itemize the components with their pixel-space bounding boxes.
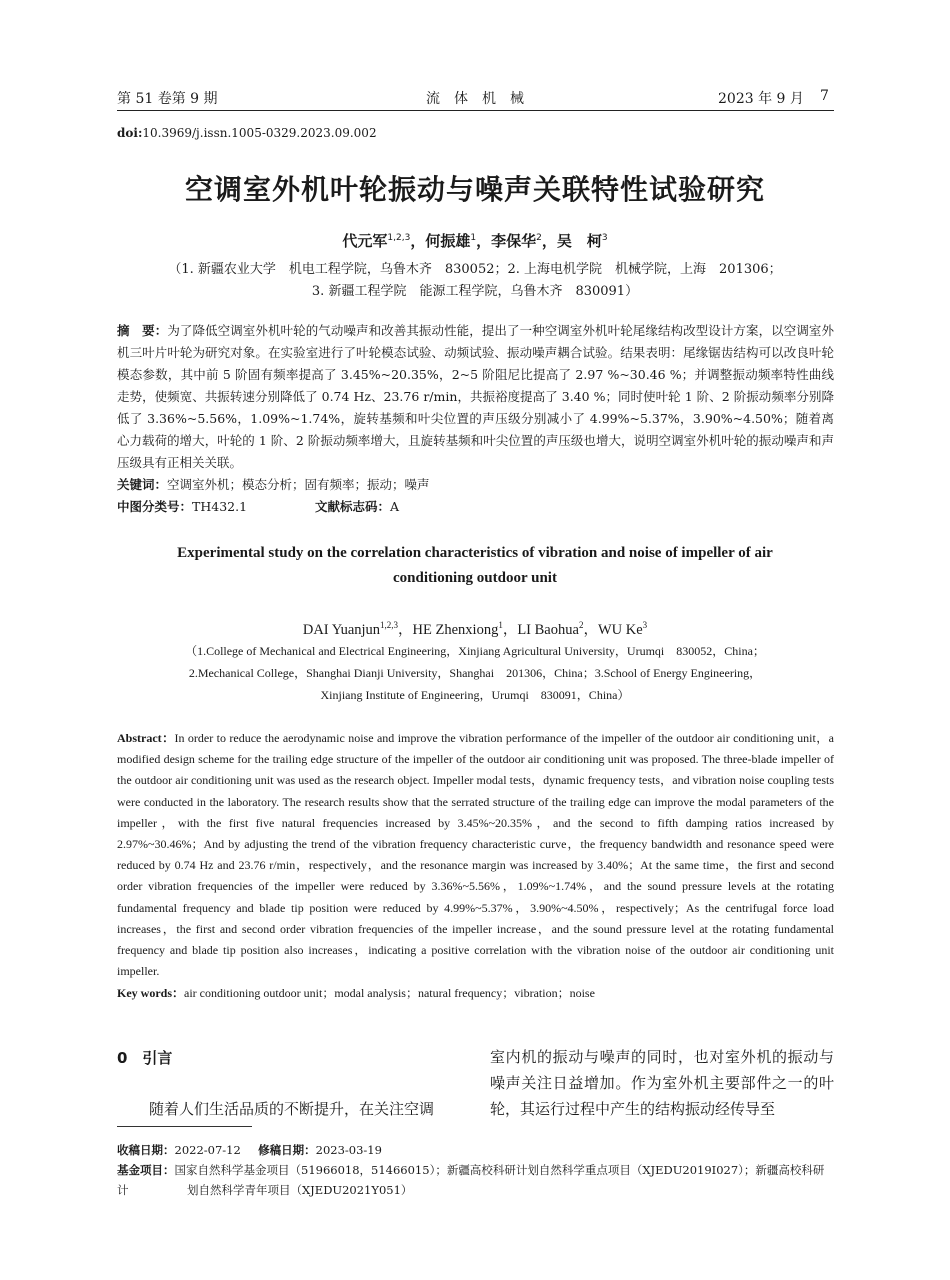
classification-line	[117, 496, 834, 518]
author-affiliation-mark: 1	[470, 233, 477, 243]
clc-value: TH432.1	[192, 499, 248, 514]
running-header-volume: 第 51 卷第 9 期	[117, 91, 218, 107]
author-name: 李保华	[491, 232, 537, 250]
affiliation-en-line: Xinjiang Institute of Engineering，Urumqi 830091，China）	[320, 688, 630, 702]
received-label: 收稿日期：	[117, 1143, 175, 1157]
article-title-en: Experimental study on the correlation characteristics of vibration and noise of impeller of air conditioning outdoor unit	[177, 545, 773, 586]
author-affiliation-mark: 1,2,3	[380, 620, 399, 631]
doi-value[interactable]: 10.3969/j.issn.1005-0329.2023.09.002	[142, 126, 377, 140]
affiliation-en-line: （1.College of Mechanical and Electrical Engineering，Xinjiang Agricultural University，Urumqi 830052，China；	[185, 644, 765, 658]
author-name-en: DAI Yuanjun	[302, 622, 381, 638]
abstract-en	[117, 728, 834, 982]
author-name-en: LI Baohua	[517, 622, 579, 638]
fund-label: 基金项目：	[117, 1163, 175, 1177]
keywords-cn-label: 关键词：	[117, 477, 168, 492]
keywords-en-text: air conditioning outdoor unit；modal analysis；natural frequency；vibration；noise	[184, 986, 595, 1000]
keywords-cn	[117, 474, 834, 496]
abstract-en-label: Abstract：	[117, 731, 175, 745]
author-name-en: HE Zhenxiong	[412, 622, 499, 638]
author-affiliation-mark: 1	[498, 620, 503, 631]
running-header-journal: 流 体 机 械	[426, 91, 524, 107]
author-name-en: WU Ke	[597, 622, 643, 638]
authors-cn: 代元军$^{1,2,3}$，何振雄$^1$，李保华$^2$，吴 柯$^3$	[342, 232, 608, 250]
abstract-cn-label: 摘 要：	[117, 323, 168, 338]
section-heading: 0 引言	[117, 1049, 173, 1067]
fund-text-line2: 划自然科学青年项目（XJEDU2021Y051）	[187, 1183, 413, 1197]
revised-date: 2023-03-19	[315, 1143, 382, 1157]
authors-en: DAI Yuanjun$^{1,2,3}$，HE Zhenxiong$^1$，LI Baohua$^2$，WU Ke$^3$	[302, 620, 648, 638]
keywords-en-label: Key words：	[117, 986, 184, 1000]
abstract-cn-text: 为了降低空调室外机叶轮的气动噪声和改善其振动性能，提出了一种空调室外机叶轮尾缘结构改型设计方案，以空调室外机三叶片叶轮为研究对象。在实验室进行了叶轮模态试验、动频试验、振动噪声耦合试验。结果表明：尾缘锯齿结构可以改良叶轮模态参数，其中前 5 阶固有频率提高了 3.45%~20.35%，2~5 阶阻尼比提高了 2.97 %~30.46 %；并调整振动频率特性曲线走势，使频宽、共振转速分别降低了 0.74 Hz、23.76 r/min，共振裕度提高了 3.40 %；同时使叶轮 1 阶、2 阶振动频率分别降低了 3.36%~5.56%，1.09%~1.74%，旋转基频和叶尖位置的声压级分别减小了 4.99%~5.37%，3.90%~4.50%；随着离心力载荷的增大，叶轮的 1 阶、2 阶振动频率增大，且旋转基频和叶尖位置的声压级也增大，说明空调室外机叶轮的振动噪声和声压级具有正相关关联。	[117, 323, 834, 470]
running-header-date: 2023 年 9 月	[718, 91, 804, 107]
affiliation-cn-line: 3. 新疆工程学院 能源工程学院，乌鲁木齐 830091）	[311, 284, 639, 299]
header-rule	[117, 110, 834, 111]
author-affiliation-mark: 3	[642, 620, 648, 631]
affiliation-en-line: 2.Mechanical College，Shanghai Dianji University，Shanghai 201306，China；3.School of Energy Engineering，	[188, 666, 762, 680]
affiliation-cn-line: （1. 新疆农业大学 机电工程学院，乌鲁木齐 830052；2. 上海电机学院 机械学院，上海 201306；	[168, 262, 782, 277]
body-text-left-column: 随着人们生活品质的不断提升，在关注空调	[149, 1100, 435, 1118]
body-text-right-column: 室内机的振动与噪声的同时，也对室外机的振动与噪声关注日益增加。作为室外机主要部件之一的叶轮，其运行过程中产生的结构振动经传导至	[490, 1048, 834, 1118]
revised-label: 修稿日期：	[258, 1143, 316, 1157]
footnote-dates	[117, 1140, 834, 1160]
author-name: 何振雄	[425, 232, 471, 250]
doi-label: doi	[117, 126, 138, 140]
received-date: 2022-07-12	[174, 1143, 241, 1157]
author-affiliation-mark: 3	[601, 233, 608, 243]
abstract-en-text: In order to reduce the aerodynamic noise and improve the vibration performance of the impeller of the outdoor air conditioning unit，a modified design scheme for the trailing edge structure of the impeller of the outdoor air conditioning unit was proposed. The three-blade impeller of the outdoor air conditioning unit was used as the research object. Impeller modal tests，dynamic frequency tests，and vibration noise coupling tests were conducted in the laboratory. The research results show that the serrated structure of the trailing edge can improve the modal parameters of the impeller，with the first five natural frequencies increased by 3.45%~20.35%，and the second to fifth damping ratios increased by 2.97%~30.46%；And by adjusting the trend of the vibration frequency characteristic curve，the frequency bandwidth and resonance speed were reduced by 0.74 Hz and 23.76 r/min，respectively，and the resonance margin was increased by 3.40%；At the same time，the first and second order vibration frequencies of the impeller were reduced by 3.36%~5.56%，1.09%~1.74%，and the sound pressure levels at the rotating fundamental frequency and blade tip position were reduced by 4.99%~5.37%，3.90%~4.50%，respectively；As the centrifugal force load increases，the first and second order vibration frequencies of the impeller increase，and the sound pressure level at the rotating fundamental frequency and blade tip position also increases，indicating a positive correlation with the vibration noise of the outdoor air conditioning unit impeller.	[117, 731, 835, 979]
author-affiliation-mark: 2	[536, 233, 542, 243]
keywords-cn-text: 空调室外机；模态分析；固有频率；振动；噪声	[167, 477, 430, 492]
doc-code-value: A	[390, 499, 400, 514]
page-number: 7	[820, 88, 829, 104]
author-name: 吴 柯	[556, 232, 602, 250]
keywords-en	[117, 984, 834, 1001]
article-title-cn: 空调室外机叶轮振动与噪声关联特性试验研究	[184, 173, 765, 206]
abstract-cn	[117, 320, 834, 474]
clc-label: 中图分类号：	[117, 499, 193, 514]
fund-text-line1: 国家自然科学基金项目（51966018，51466015）；新疆高校科研计划自然科学重点项目（XJEDU2019I027）；新疆高校科研计	[117, 1163, 825, 1197]
author-affiliation-mark: 2	[578, 620, 584, 631]
footnote-rule	[117, 1126, 252, 1127]
doi-line: doi:10.3969/j.issn.1005-0329.2023.09.002	[117, 126, 377, 140]
doc-code-label: 文献标志码：	[315, 499, 391, 514]
author-affiliation-mark: 1,2,3	[387, 233, 411, 243]
author-name: 代元军	[342, 232, 388, 250]
